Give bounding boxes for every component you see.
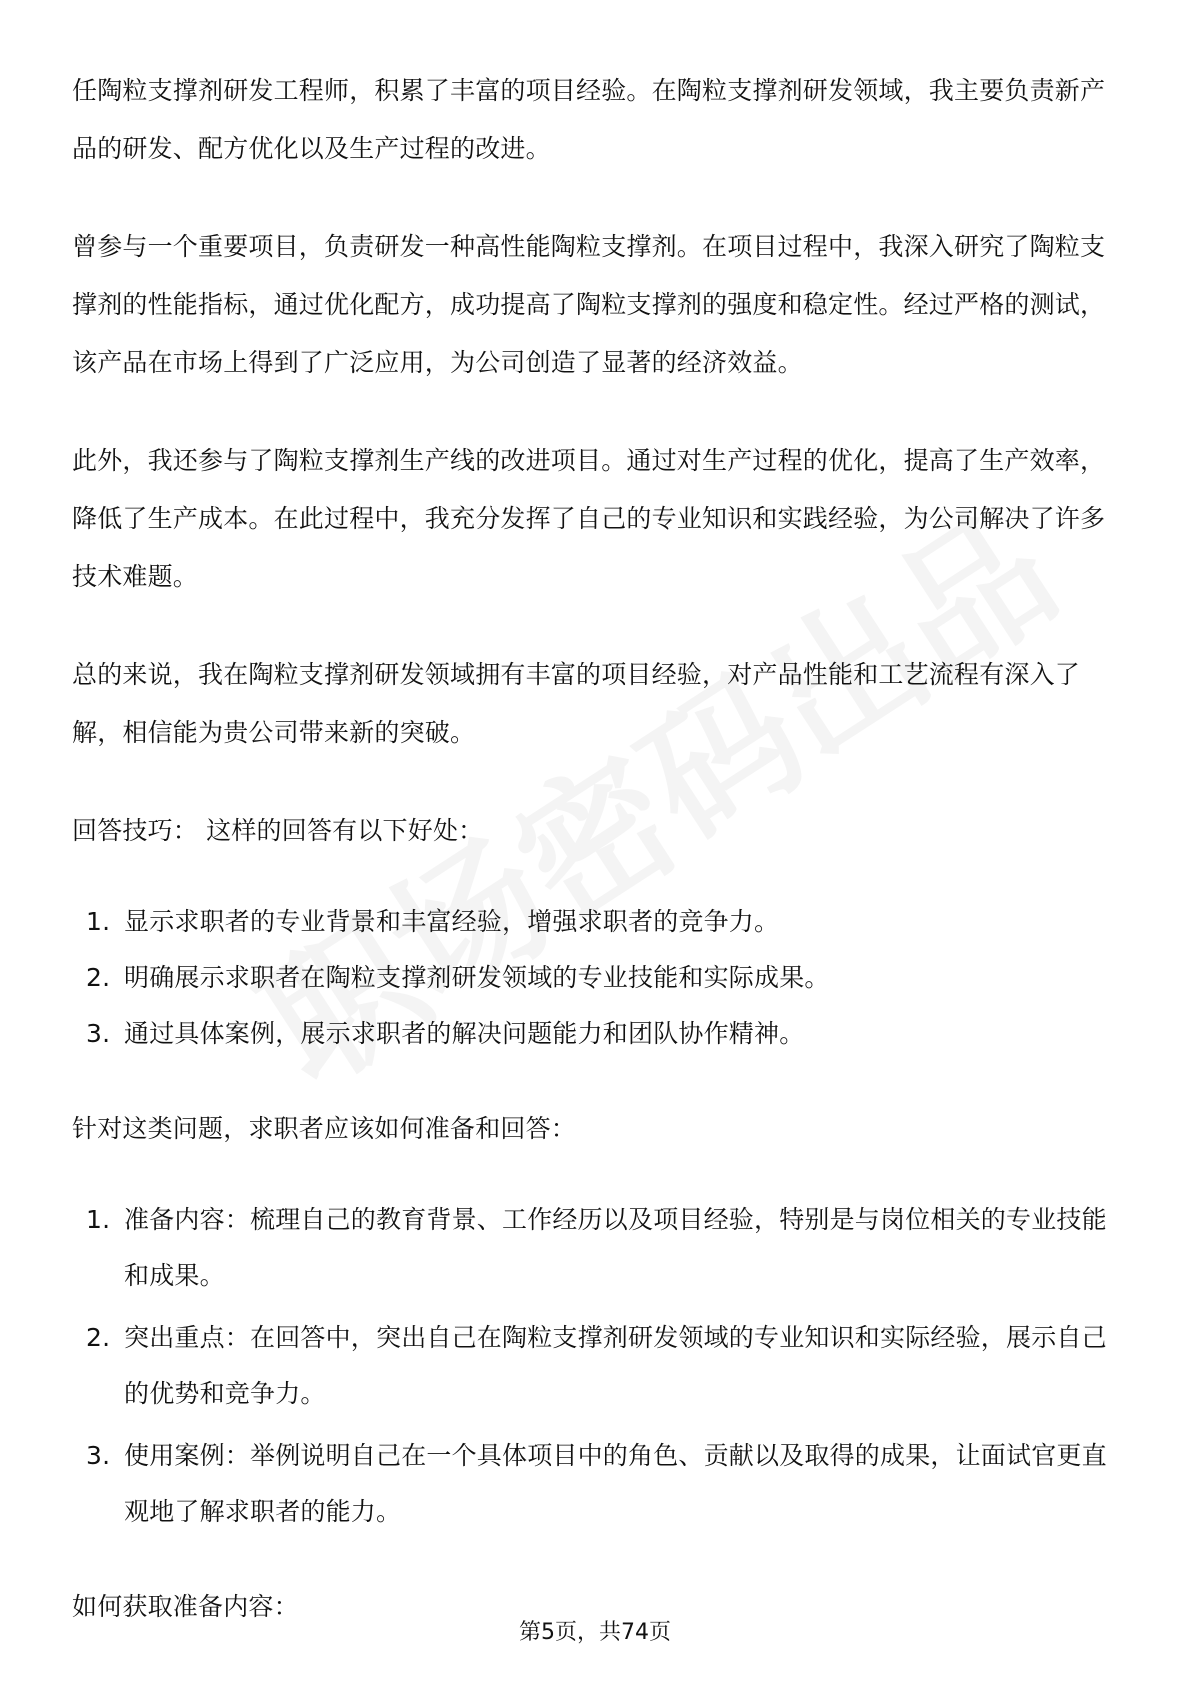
page-number-footer: 第5页，共74页 xyxy=(519,1620,671,1645)
how-to-get-heading: 如何获取准备内容： xyxy=(72,1592,299,1621)
list-number: 3. xyxy=(86,1019,111,1048)
list-number: 2. xyxy=(86,1323,111,1352)
document-body xyxy=(72,62,1118,1676)
tips-list xyxy=(72,894,1118,1062)
paragraph-key-project: 曾参与一个重要项目，负责研发一种高性能陶粒支撑剂。在项目过程中，我深入研究了陶粒支撑剂的性能指标，通过优化配方，成功提高了陶粒支撑剂的强度和稳定性。经过严格的测试，该产品在市场上得到了广泛应用，为公司创造了显著的经济效益。 xyxy=(72,232,1106,377)
list-item xyxy=(72,1006,1118,1062)
list-number: 2. xyxy=(86,963,111,992)
list-number: 3. xyxy=(86,1441,111,1470)
list-item xyxy=(72,894,1118,950)
list-item-text: 显示求职者的专业背景和丰富经验，增强求职者的竞争力。 xyxy=(124,907,780,936)
list-item xyxy=(72,1310,1118,1422)
list-item-text: 明确展示求职者在陶粒支撑剂研发领域的专业技能和实际成果。 xyxy=(124,963,830,992)
list-item-text: 准备内容：梳理自己的教育背景、工作经历以及项目经验，特别是与岗位相关的专业技能和成果。 xyxy=(124,1205,1107,1290)
prepare-list xyxy=(72,1192,1118,1540)
tips-heading: 回答技巧： 这样的回答有以下好处： xyxy=(72,816,484,845)
list-item xyxy=(72,1192,1118,1304)
list-item xyxy=(72,950,1118,1006)
prepare-heading: 针对这类问题，求职者应该如何准备和回答： xyxy=(72,1114,577,1143)
list-item-text: 突出重点：在回答中，突出自己在陶粒支撑剂研发领域的专业知识和实际经验，展示自己的优势和竞争力。 xyxy=(124,1323,1107,1408)
paragraph-experience-intro: 任陶粒支撑剂研发工程师，积累了丰富的项目经验。在陶粒支撑剂研发领域，我主要负责新产品的研发、配方优化以及生产过程的改进。 xyxy=(72,76,1106,163)
paragraph-summary: 总的来说，我在陶粒支撑剂研发领域拥有丰富的项目经验，对产品性能和工艺流程有深入了解，相信能为贵公司带来新的突破。 xyxy=(72,660,1081,747)
list-item-text: 使用案例：举例说明自己在一个具体项目中的角色、贡献以及取得的成果，让面试官更直观地了解求职者的能力。 xyxy=(124,1441,1107,1526)
list-number: 1. xyxy=(86,1205,111,1234)
paragraph-production-line: 此外，我还参与了陶粒支撑剂生产线的改进项目。通过对生产过程的优化，提高了生产效率，降低了生产成本。在此过程中，我充分发挥了自己的专业知识和实践经验，为公司解决了许多技术难题。 xyxy=(72,446,1106,591)
list-item-text: 通过具体案例，展示求职者的解决问题能力和团队协作精神。 xyxy=(124,1019,805,1048)
list-item xyxy=(72,1428,1118,1540)
list-number: 1. xyxy=(86,907,111,936)
